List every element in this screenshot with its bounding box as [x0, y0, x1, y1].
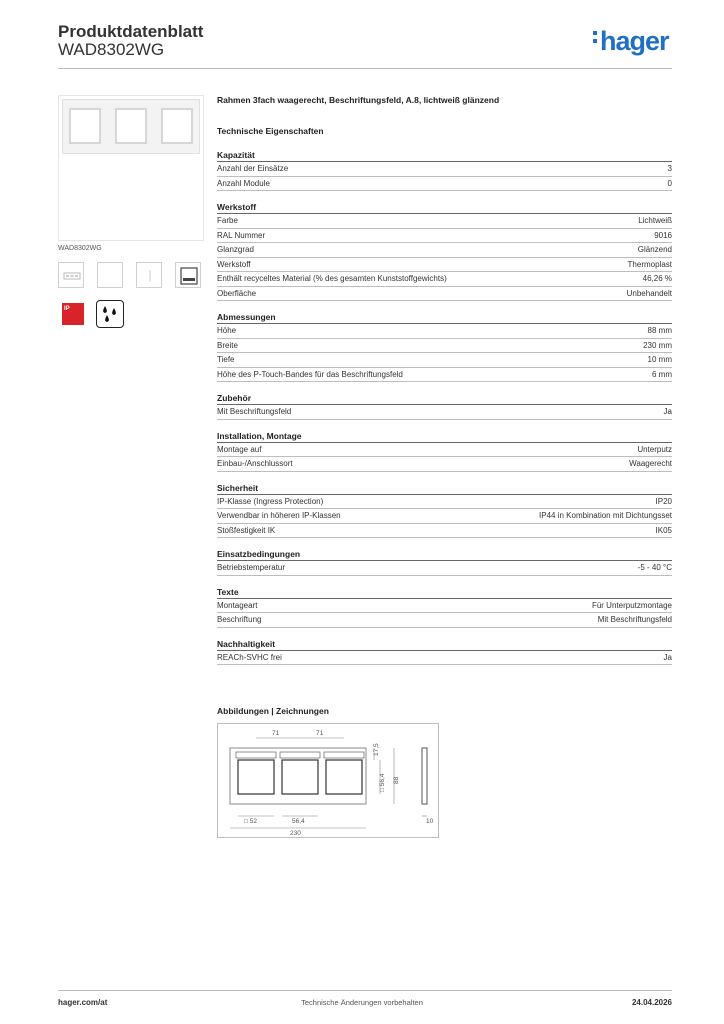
property-row [217, 495, 672, 510]
property-row [217, 509, 672, 524]
property-value: Unterputz [637, 444, 672, 454]
dim-pitch-2: 71 [316, 730, 324, 737]
hager-logo [593, 26, 669, 57]
property-row [217, 287, 672, 302]
section-title: Zubehör [217, 392, 672, 405]
property-value: 46,26 % [642, 274, 672, 283]
product-image [58, 95, 204, 241]
dim-depth: 10 [426, 818, 434, 825]
logo-dots-icon [593, 26, 598, 43]
property-row [217, 258, 672, 273]
property-value: 3 [667, 164, 672, 173]
property-row [217, 243, 672, 258]
property-label: Mit Beschriftungsfeld [217, 407, 292, 416]
property-value: 0 [667, 178, 672, 188]
property-label: Stoßfestigkeit IK [217, 525, 276, 535]
property-label: Montage auf [217, 444, 262, 454]
property-row [217, 561, 672, 576]
frame-picture [62, 99, 200, 154]
property-label: Höhe [217, 326, 237, 335]
property-row [217, 177, 672, 192]
frame-opening [115, 108, 147, 144]
property-section [217, 392, 672, 420]
property-label: REACh-SVHC frei [217, 652, 282, 662]
property-row [217, 229, 672, 244]
product-code: WAD8302WG [58, 40, 165, 59]
property-row [217, 214, 672, 229]
property-row [217, 405, 672, 420]
property-label: Anzahl der Einsätze [217, 164, 289, 173]
property-row [217, 613, 672, 628]
frame-opening [69, 108, 101, 144]
frame-front-icon[interactable] [58, 262, 84, 288]
dim-height: 88 [393, 776, 400, 784]
footer-website[interactable]: hager.com/at [58, 998, 108, 1007]
section-title: Einsatzbedingungen [217, 548, 672, 561]
property-row [217, 272, 672, 287]
property-row [217, 324, 672, 339]
property-label: Breite [217, 340, 238, 350]
dim-pitch-1: 71 [272, 730, 280, 737]
image-caption: WAD8302WG [58, 245, 102, 252]
property-section [217, 638, 672, 666]
dim-square: □ 52 [244, 818, 257, 825]
property-value: 9016 [654, 230, 672, 240]
property-value: IP20 [655, 496, 672, 506]
property-section [217, 482, 672, 539]
property-value: IK05 [655, 525, 672, 535]
property-row [217, 443, 672, 458]
property-label: Beschriftung [217, 615, 262, 624]
technical-drawing [217, 723, 439, 838]
dim-top-offset: 17,5 [373, 743, 380, 756]
property-value: Unbehandelt [626, 288, 672, 298]
footer-date: 24.04.2026 [631, 998, 672, 1007]
logo-text: hager [600, 26, 669, 56]
footer-divider [58, 990, 672, 991]
ip-rating-icon: IP [62, 303, 84, 325]
property-label: Farbe [217, 216, 238, 225]
property-row [217, 524, 672, 539]
property-label: Betriebstemperatur [217, 563, 286, 572]
property-sections [217, 149, 672, 665]
section-title: Werkstoff [217, 201, 672, 214]
document-title: Produktdatenblatt [58, 22, 204, 41]
header-divider [58, 68, 672, 69]
property-label: Tiefe [217, 355, 235, 364]
frame-label-icon[interactable] [175, 262, 201, 288]
property-value: Ja [663, 407, 672, 416]
property-value: 230 mm [643, 340, 672, 350]
frame-opening [161, 108, 193, 144]
property-label: RAL Nummer [217, 230, 266, 240]
frame-blank-icon[interactable] [97, 262, 123, 288]
property-value: -5 - 40 °C [637, 563, 672, 572]
property-value: 10 mm [647, 355, 672, 364]
property-row [217, 651, 672, 666]
property-value: Thermoplast [627, 259, 672, 269]
dim-inner-bottom: 56,4 [292, 818, 305, 825]
property-value: Lichtweiß [638, 216, 672, 225]
property-row [217, 368, 672, 383]
property-value: Mit Beschriftungsfeld [597, 615, 672, 624]
property-value: 88 mm [647, 326, 672, 335]
section-title: Kapazität [217, 149, 672, 162]
property-value: IP44 in Kombination mit Dichtungsset [539, 511, 672, 520]
property-label: Anzahl Module [217, 178, 270, 188]
property-label: Enthält recyceltes Material (% des gesamten Kunststoffgewichts) [217, 274, 447, 283]
property-row [217, 162, 672, 177]
footer-disclaimer: Technische Änderungen vorbehalten [301, 998, 423, 1007]
frame-side-icon[interactable] [136, 262, 162, 288]
dim-width: 230 [290, 830, 301, 837]
properties-panel [217, 95, 672, 675]
property-section [217, 548, 672, 576]
section-title: Abmessungen [217, 311, 672, 324]
property-label: IP-Klasse (Ingress Protection) [217, 496, 324, 506]
tech-properties-title: Technische Eigenschaften [217, 126, 324, 136]
property-section [217, 149, 672, 191]
drawing-modules [236, 752, 364, 794]
property-row [217, 599, 672, 614]
property-value: Glänzend [637, 245, 672, 254]
property-label: Verwendbar in höheren IP-Klassen [217, 511, 341, 520]
section-title: Sicherheit [217, 482, 672, 495]
section-title: Installation, Montage [217, 430, 672, 443]
property-label: Oberfläche [217, 288, 257, 298]
property-label: Montageart [217, 600, 258, 610]
property-value: Ja [663, 652, 672, 662]
property-row [217, 353, 672, 368]
property-value: Waagerecht [629, 459, 672, 468]
property-label: Glanzgrad [217, 245, 254, 254]
property-value: 6 mm [652, 369, 672, 379]
property-row [217, 339, 672, 354]
water-drops-icon [96, 300, 124, 328]
property-section [217, 311, 672, 382]
property-label: Werkstoff [217, 259, 251, 269]
property-value: Für Unterputzmontage [591, 600, 672, 610]
drawings-title: Abbildungen | Zeichnungen [217, 706, 329, 716]
property-section [217, 586, 672, 628]
property-label: Höhe des P-Touch-Bandes für das Beschriftungsfeld [217, 369, 403, 379]
property-section [217, 201, 672, 301]
property-section [217, 430, 672, 472]
dim-inner: □ 56,4 [379, 773, 386, 792]
section-title: Texte [217, 586, 672, 599]
product-description: Rahmen 3fach waagerecht, Beschriftungsfeld, A.8, lichtweiß glänzend [217, 95, 500, 105]
section-title: Nachhaltigkeit [217, 638, 672, 651]
property-label: Einbau-/Anschlussort [217, 459, 293, 468]
property-row [217, 457, 672, 472]
